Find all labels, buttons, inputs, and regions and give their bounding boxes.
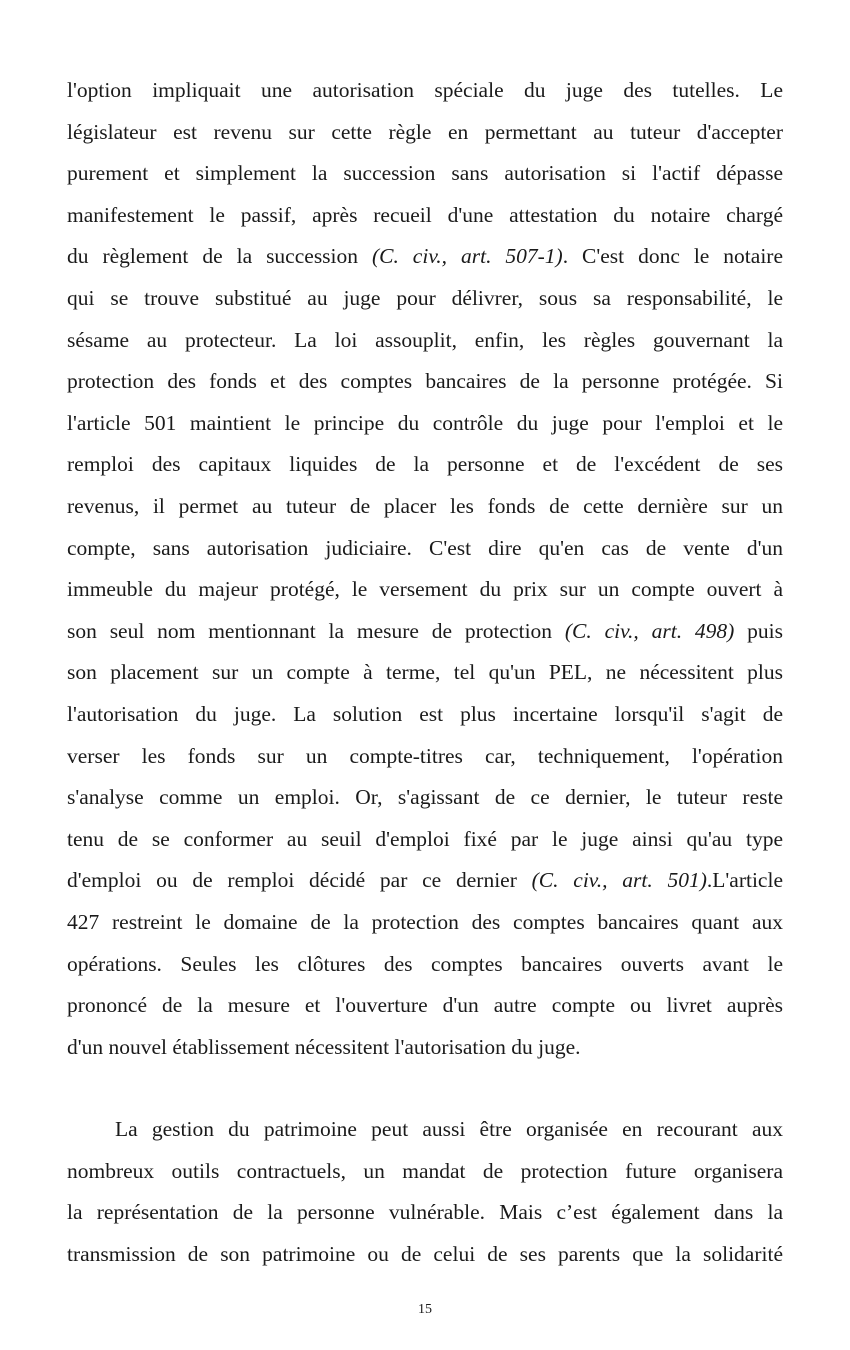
text-segment: remploi des capitaux liquides de la personne et de l'excédent de ses	[67, 452, 783, 477]
text-segment: du règlement de la succession	[67, 244, 372, 269]
text-segment: la représentation de la personne vulnérable. Mais c’est également dans la	[67, 1200, 783, 1225]
text-line	[67, 1108, 783, 1150]
text-segment: s'analyse comme un emploi. Or, s'agissant de ce dernier, le tuteur reste	[67, 785, 783, 810]
text-segment: l'autorisation du juge. La solution est plus incertaine lorsqu'il s'agit de	[67, 702, 783, 726]
text-segment: sésame au protecteur. La loi assouplit, enfin, les règles gouvernant la	[67, 327, 783, 352]
citation-text: (C. civ., art. 507-1)	[371, 244, 563, 269]
text-segment: d'emploi ou de remploi décidé par ce dernier	[67, 868, 532, 893]
text-segment: compte, sans autorisation judiciaire. C'est dire qu'en cas de vente d'un	[67, 535, 783, 560]
text-segment: 427 restreint le domaine de la protection des comptes bancaires quant aux	[67, 910, 783, 934]
text-segment: prononcé de la mesure et l'ouverture d'un autre compte ou livret auprès	[67, 993, 783, 1018]
text-line	[67, 943, 783, 985]
text-segment: qui se trouve substitué au juge pour délivrer, sous sa responsabilité, le	[67, 286, 783, 310]
text-segment: immeuble du majeur protégé, le versement du prix sur un compte ouvert à	[67, 577, 783, 602]
text-segment: La gestion du patrimoine peut aussi être organisée en recourant aux	[115, 1117, 783, 1141]
text-segment: protection des fonds et des comptes bancaires de la personne protégée. Si	[67, 369, 783, 394]
text-line	[67, 111, 783, 153]
text-line	[67, 1150, 783, 1192]
text-line	[67, 69, 783, 111]
text-line	[67, 859, 783, 901]
text-segment: purement et simplement la succession sans autorisation si l'actif dépasse	[67, 161, 783, 186]
text-line	[67, 693, 783, 735]
text-segment: tenu de se conformer au seuil d'emploi fixé par le juge ainsi qu'au type	[67, 826, 783, 851]
citation-text: (C. civ., art. 501)	[531, 868, 707, 893]
text-segment: opérations. Seules les clôtures des comptes bancaires ouverts avant le	[67, 951, 783, 976]
text-segment: législateur est revenu sur cette règle en permettant au tuteur d'accepter	[67, 119, 783, 144]
text-segment: .L'article	[706, 868, 783, 893]
text-line	[67, 402, 783, 444]
text-line	[67, 319, 783, 361]
text-segment: son seul nom mentionnant la mesure de protection	[67, 618, 565, 643]
text-line	[67, 1191, 783, 1233]
text-line	[67, 360, 783, 402]
text-line	[67, 651, 783, 693]
text-line	[67, 901, 783, 943]
text-segment: verser les fonds sur un compte-titres car, techniquement, l'opération	[67, 743, 783, 768]
text-line	[67, 1233, 783, 1275]
text-line	[67, 485, 783, 527]
text-segment: son placement sur un compte à terme, tel qu'un PEL, ne nécessitent plus	[67, 660, 783, 685]
text-line	[67, 235, 783, 277]
text-line	[67, 527, 783, 569]
text-segment: manifestement le passif, après recueil d'une attestation du notaire chargé	[67, 202, 783, 227]
text-line	[67, 776, 783, 818]
text-line	[67, 735, 783, 777]
text-line	[67, 568, 783, 610]
text-line	[67, 818, 783, 860]
text-line	[67, 277, 783, 319]
text-segment: l'option impliquait une autorisation spéciale du juge des tutelles. Le	[67, 78, 783, 102]
text-line	[67, 443, 783, 485]
text-line	[67, 984, 783, 1026]
citation-text: (C. civ., art. 498)	[564, 618, 735, 643]
text-line	[67, 152, 783, 194]
text-segment: transmission de son patrimoine ou de celui de ses parents que la solidarité	[67, 1241, 783, 1266]
text-segment: revenus, il permet au tuteur de placer les fonds de cette dernière sur un	[67, 494, 783, 518]
text-segment: d'un nouvel établissement nécessitent l'autorisation du juge.	[67, 1034, 581, 1059]
page-number: 15	[418, 1302, 432, 1317]
text-segment: nombreux outils contractuels, un mandat de protection future organisera	[67, 1158, 783, 1183]
text-line	[67, 194, 783, 236]
text-line	[67, 1026, 783, 1068]
text-segment: . C'est donc le notaire	[562, 244, 783, 269]
text-segment: puis	[734, 618, 784, 643]
text-line	[67, 610, 783, 652]
text-segment: l'article 501 maintient le principe du contrôle du juge pour l'emploi et le	[67, 410, 783, 435]
